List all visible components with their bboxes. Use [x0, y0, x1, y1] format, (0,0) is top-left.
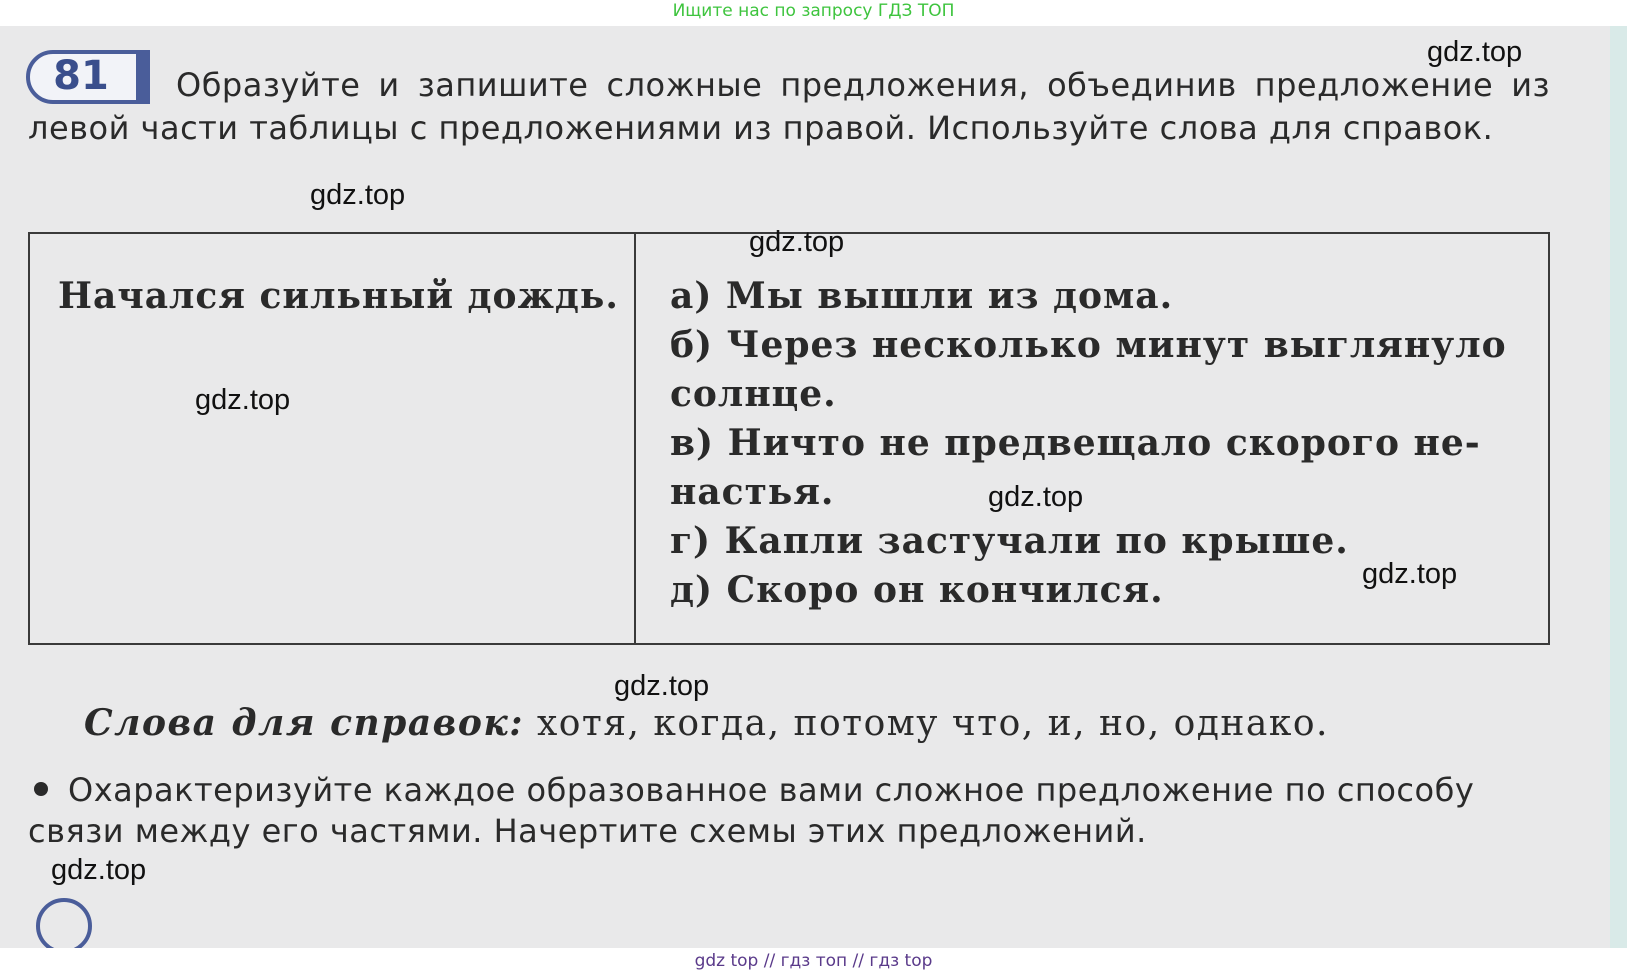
right-line: в) Ничто не предвещало скорого не- [670, 422, 1481, 464]
reference-label: Слова для справок: [84, 702, 524, 744]
right-line: д) Скоро он кончился. [670, 569, 1164, 611]
watermark: gdz.top [1427, 36, 1523, 68]
decorative-circle-icon [36, 898, 92, 948]
watermark: gdz.top [51, 854, 147, 886]
bullet-task-text: Охарактеризуйте каждое образованное вами сложное предложение по способу связи между его частями. Начертите схемы этих предложений. [28, 771, 1475, 850]
right-line: а) Мы вышли из дома. [670, 275, 1174, 317]
sentence-table [28, 232, 1550, 645]
exercise-number: 81 [53, 53, 109, 99]
textbook-page [0, 26, 1610, 948]
right-line: настья. [670, 471, 835, 513]
top-search-hint[interactable]: Ищите нас по запросу ГДЗ ТОП [672, 1, 955, 21]
right-line: г) Капли застучали по крыше. [670, 520, 1349, 562]
right-line: солнце. [670, 373, 837, 415]
left-cell [29, 233, 635, 644]
task-text: Образуйте и запишите сложные предложения, объединив предложение из левой части таблицы с предложениями из правой. Используйте слова для справок. [28, 66, 1550, 147]
watermark: gdz.top [614, 670, 710, 702]
right-line: б) Через несколько минут выглянуло [670, 324, 1507, 366]
left-sentence: Начался сильный дождь. [58, 275, 619, 317]
watermark: gdz.top [749, 226, 845, 258]
footer-links[interactable]: gdz top // гдз топ // гдз top [694, 951, 933, 971]
page-edge-strip [1610, 26, 1627, 948]
watermark: gdz.top [988, 481, 1084, 513]
watermark: gdz.top [195, 384, 291, 416]
bullet-icon [34, 782, 48, 796]
watermark: gdz.top [1362, 558, 1458, 590]
reference-list: хотя, когда, потому что, и, но, однако. [536, 703, 1329, 744]
watermark: gdz.top [310, 179, 406, 211]
bullet-task [28, 770, 1550, 852]
reference-words [84, 702, 1329, 744]
